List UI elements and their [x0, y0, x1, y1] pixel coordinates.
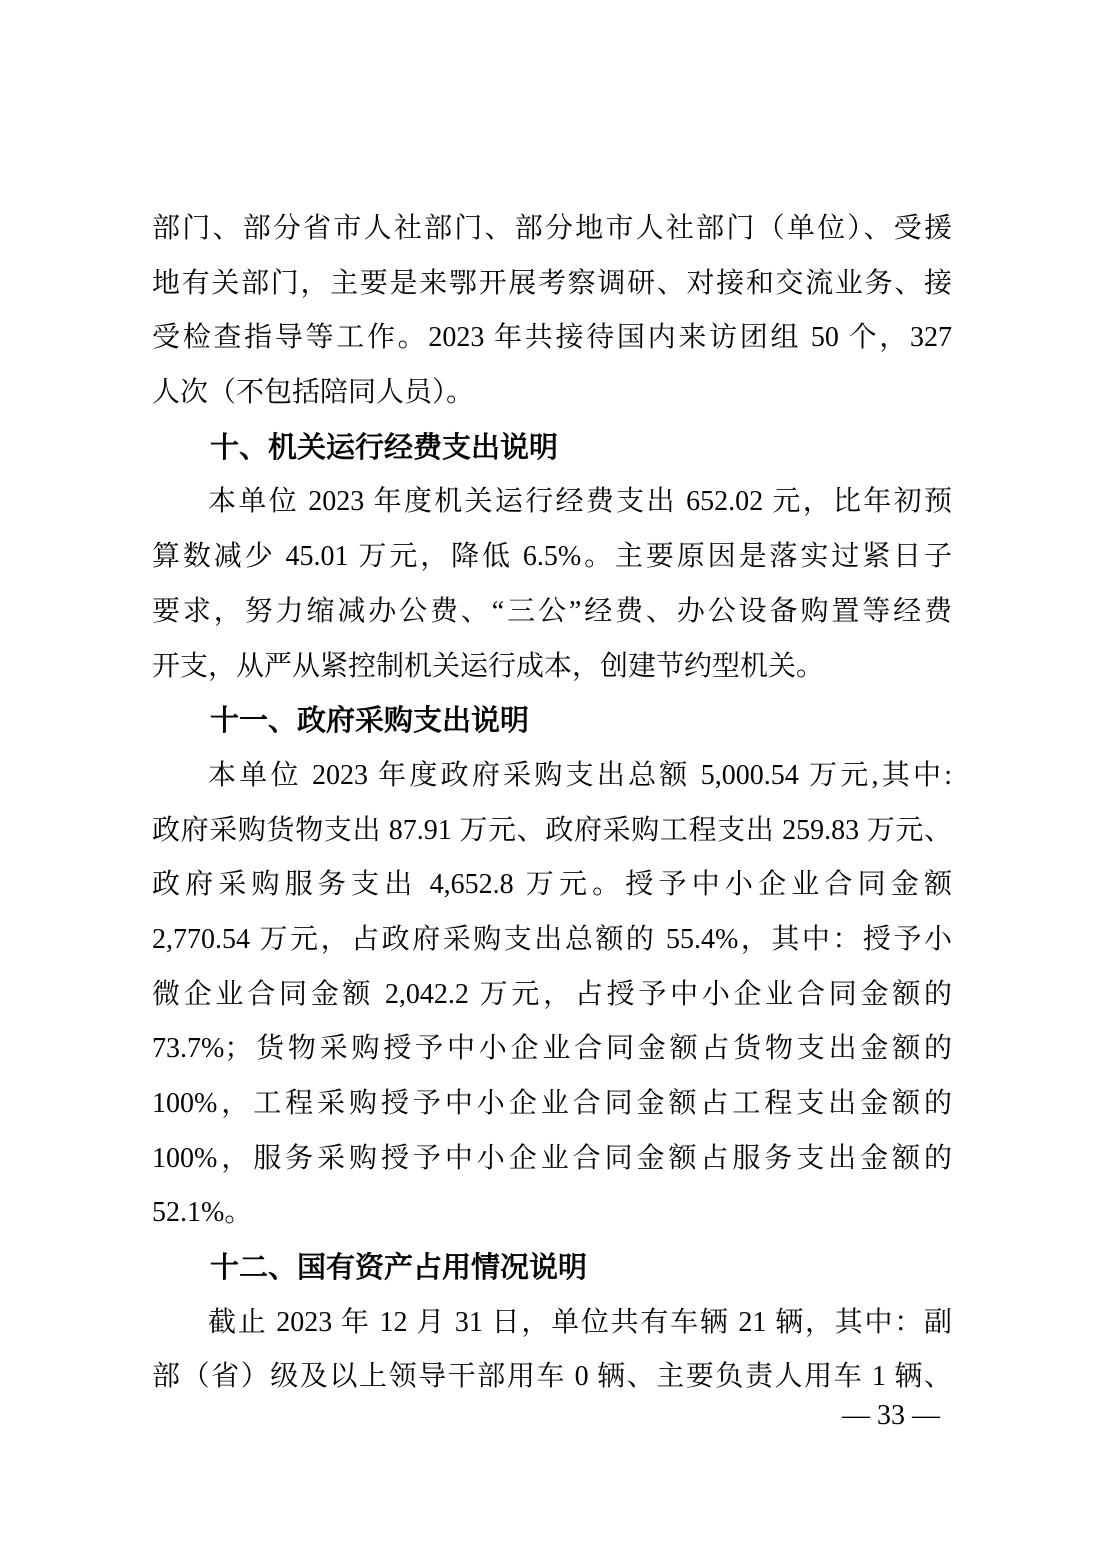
paragraph-line: 100%，服务采购授予中小企业合同金额占服务支出金额的	[152, 1142, 952, 1174]
section-heading: 十一、政府采购支出说明	[210, 705, 530, 738]
paragraph-line: 要求，努力缩减办公费、“三公”经费、办公设备购置等经费	[152, 595, 952, 627]
paragraph-line: 本单位 2023 年度政府采购支出总额 5,000.54 万元,其中:	[208, 759, 952, 791]
document-content	[152, 202, 952, 1405]
paragraph-line: 100%，工程采购授予中小企业合同金额占工程支出金额的	[152, 1088, 952, 1119]
paragraph-line: 微企业合同金额 2,042.2 万元，占授予中小企业合同金额的	[152, 978, 952, 1010]
paragraph-line: 地有关部门，主要是来鄂开展考察调研、对接和交流业务、接	[152, 267, 952, 299]
paragraph-line: 2,770.54 万元，占政府采购支出总额的 55.4%，其中：授予小	[152, 923, 952, 955]
paragraph-line: 政府采购服务支出 4,652.8 万元。授予中小企业合同金额	[152, 869, 952, 901]
page-footer	[0, 1398, 1102, 1434]
paragraph-line: 受检查指导等工作。2023 年共接待国内来访团组 50 个，327	[152, 322, 952, 354]
section-heading: 十、机关运行经费支出说明	[210, 431, 559, 464]
paragraph-line: 人次（不包括陪同人员）。	[152, 377, 475, 409]
section-heading: 十二、国有资产占用情况说明	[210, 1252, 588, 1285]
paragraph-line: 本单位 2023 年度机关运行经费支出 652.02 元，比年初预	[208, 486, 952, 518]
paragraph-line: 政府采购货物支出 87.91 万元、政府采购工程支出 259.83 万元、	[152, 814, 952, 846]
paragraph-line: 部（省）级及以上领导干部用车 0 辆、主要负责人用车 1 辆、	[152, 1361, 952, 1393]
paragraph-line: 截止 2023 年 12 月 31 日，单位共有车辆 21 辆，其中：副	[208, 1306, 952, 1338]
page-number: — 33 —	[842, 1400, 940, 1431]
paragraph-line: 52.1%。	[152, 1197, 253, 1229]
paragraph-line: 开支，从严从紧控制机关运行成本，创建节约型机关。	[152, 650, 825, 682]
paragraph-line: 部门、部分省市人社部门、部分地市人社部门（单位）、受援	[152, 213, 952, 244]
paragraph-line: 算数减少 45.01 万元，降低 6.5%。主要原因是落实过紧日子	[152, 541, 952, 573]
paragraph-line: 73.7%；货物采购授予中小企业合同金额占货物支出金额的	[152, 1033, 952, 1065]
